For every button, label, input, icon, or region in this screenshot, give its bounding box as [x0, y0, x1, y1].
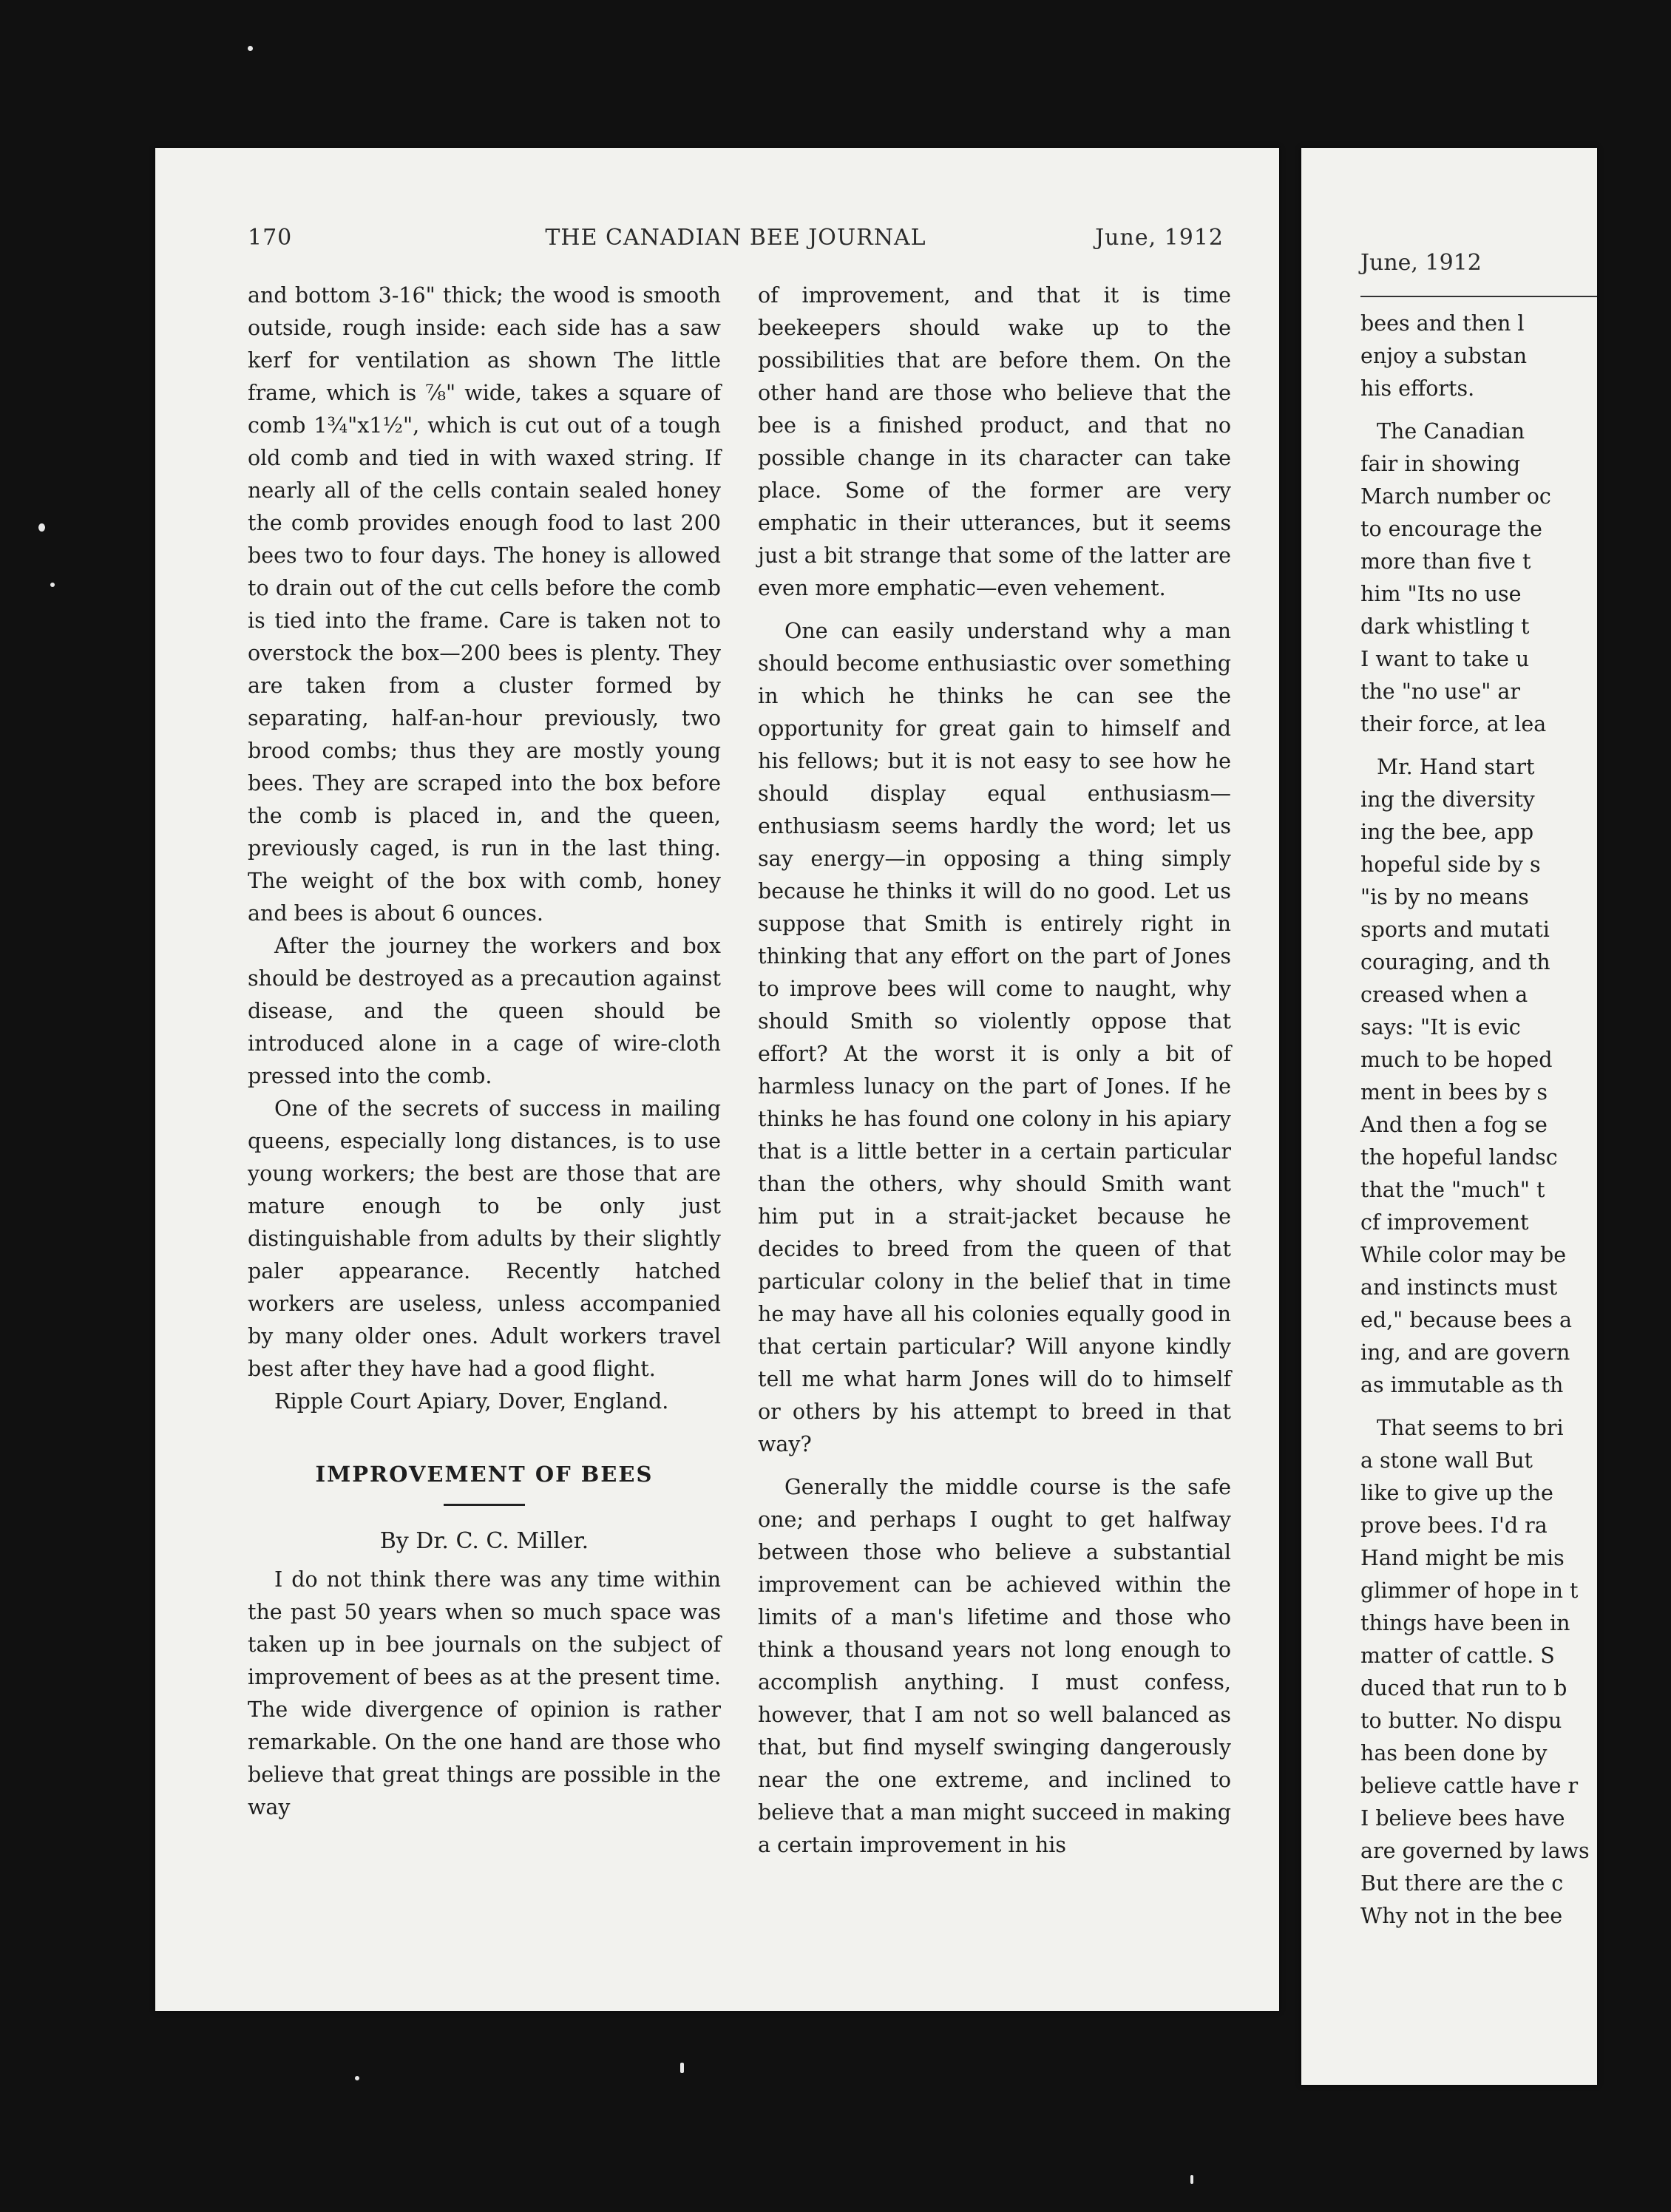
paragraph: I do not think there was any time within the past 50 years when so much space was taken up in bee journals on the subject of improvement of bees as at the present time. The wide divergence of opinion is rather remarkable. On the one hand are those who believe that great things are possible in the way: [248, 1567, 721, 1819]
facing-page-line: The Canadian: [1377, 419, 1525, 444]
paragraph: Generally the middle course is the safe one; and perhaps I ought to get halfway between those who believe a substantial improvement can be achieved within the limits of a man's lifetime and those who think a thousand years not long enough to accomplish anything. I must confess, however, that I am not so well balanced as that, but find myself swinging dangerously near the one extreme, and inclined to believe that a man might succeed in making a certain improvement in his: [758, 1475, 1231, 1857]
facing-page-line: March number oc: [1360, 484, 1551, 509]
facing-page-line: as immutable as th: [1360, 1373, 1564, 1397]
facing-page-line: ing the bee, app: [1360, 820, 1534, 844]
facing-page-line: creased when a: [1360, 983, 1528, 1007]
facing-page-line: has been done by: [1360, 1741, 1548, 1765]
facing-page-line: ed," because bees a: [1360, 1308, 1572, 1332]
facing-page-date: June, 1912: [1360, 250, 1482, 276]
paragraph: After the journey the workers and box should be destroyed as a precaution against disease, and the queen should be introduced alone in a cage of wire-cloth pressed into the comb.: [248, 934, 721, 1088]
facing-page-line: and instincts must: [1360, 1275, 1558, 1300]
facing-page-column: [1360, 308, 1671, 1933]
facing-page-line: to encourage the: [1360, 517, 1542, 541]
facing-page-line: Why not in the bee: [1360, 1904, 1563, 1928]
facing-page-line: And then a fog se: [1360, 1113, 1548, 1137]
facing-page-line: enjoy a substan: [1360, 344, 1528, 368]
facing-page-line: But there are the c: [1360, 1871, 1564, 1896]
facing-page-line: ment in bees by s: [1360, 1080, 1548, 1105]
dust-speck: [248, 46, 253, 51]
facing-page-line: Mr. Hand start: [1377, 755, 1535, 779]
facing-page-line: sports and mutati: [1360, 917, 1550, 942]
facing-page-line: cf improvement: [1360, 1210, 1529, 1235]
facing-page-line: are governed by laws: [1360, 1839, 1590, 1863]
facing-page-line: hopeful side by s: [1360, 852, 1541, 877]
facing-page-line: glimmer of hope in t: [1360, 1578, 1579, 1603]
facing-page-line: Hand might be mis: [1360, 1546, 1565, 1570]
facing-page: [1301, 148, 1597, 2085]
facing-page-line: matter of cattle. S: [1360, 1643, 1555, 1668]
header-rule: [1360, 296, 1597, 297]
paragraph: One can easily understand why a man should become enthusiastic over something in which he thinks he can see the opportunity for great gain to himself and his fellows; but it is not easy to see how he should display equal enthusiasm—enthusiasm seems hardly the word; let us say energy—in opposing a thing simply because he thinks it will do no good. Let us suppose that Smith is entirely right in thinking that any effort on the part of Jones to improve bees will come to naught, why should Smith so violently oppose that effort? At the worst it is only a bit of harmless lunacy on the part of Jones. If he thinks he has found one colony in his apiary that is a little better in a certain particular than the others, why should Smith want him put in a strait-jacket because he decides to breed from the queen of that particular colony in the belief that in time he may have all his colonies equally good in that certain particular? Will anyone kindly tell me what harm Jones will do to himself or others by his attempt to breed in that way?: [758, 619, 1231, 1456]
facing-page-line: prove bees. I'd ra: [1360, 1513, 1548, 1538]
facing-page-line: "is by no means: [1360, 885, 1529, 909]
facing-page-line: couraging, and th: [1360, 950, 1550, 974]
journal-title: THE CANADIAN BEE JOURNAL: [545, 225, 926, 251]
facing-page-line: duced that run to b: [1360, 1676, 1567, 1700]
facing-page-line: ing, and are govern: [1360, 1340, 1570, 1365]
facing-page-line: him "Its no use: [1360, 582, 1522, 606]
article-title: IMPROVEMENT OF BEES: [315, 1462, 654, 1487]
facing-page-line: That seems to bri: [1377, 1416, 1564, 1440]
byline: By Dr. C. C. Miller.: [379, 1528, 589, 1554]
issue-date: June, 1912: [1095, 225, 1224, 251]
facing-page-line: dark whistling t: [1360, 614, 1530, 639]
facing-page-line: I believe bees have: [1360, 1806, 1565, 1831]
facing-page-line: bees and then l: [1360, 311, 1525, 336]
facing-page-line: his efforts.: [1360, 376, 1475, 401]
facing-page-line: the "no use" ar: [1360, 679, 1521, 704]
facing-page-line: ing the diversity: [1360, 787, 1535, 812]
facing-page-line: things have been in: [1360, 1611, 1570, 1635]
journal-page: [155, 148, 1279, 2011]
facing-page-line: much to be hoped: [1360, 1048, 1553, 1072]
paragraph: One of the secrets of success in mailing queens, especially long distances, is to use young workers; the best are those that are mature enough to be only just distinguishable from adults by their slightly paler appearance. Recently hatched workers are useless, unless accompanied by many older ones. Adult workers travel best after they have had a good flight.: [248, 1096, 721, 1381]
left-column: [248, 279, 721, 1824]
facing-page-line: that the "much" t: [1360, 1178, 1545, 1202]
paragraph: and bottom 3-16" thick; the wood is smooth outside, rough inside: each side has a saw kerf for ventilation as shown The little frame, which is ⅞" wide, takes a square of comb 1¾"x1½", which is cut out of a tough old comb and tied in with waxed string. If nearly all of the cells contain sealed honey the comb provides enough food to last 200 bees two to four days. The honey is allowed to drain out of the cut cells before the comb is tied into the frame. Care is taken not to overstock the box—200 bees is plenty. They are taken from a cluster formed by separating, half-an-hour previously, two brood combs; thus they are mostly young bees. They are scraped into the box before the comb is placed in, and the queen, previously caged, is run in the last thing. The weight of the box with comb, honey and bees is about 6 ounces.: [248, 283, 721, 926]
facing-page-line: I want to take u: [1360, 647, 1530, 671]
dust-speck: [38, 523, 45, 532]
facing-page-line: their force, at lea: [1360, 712, 1547, 736]
dust-speck: [680, 2063, 684, 2073]
running-head: [248, 225, 1224, 260]
facing-page-line: While color may be: [1360, 1243, 1567, 1267]
title-rule: [444, 1504, 525, 1506]
facing-page-line: like to give up the: [1360, 1481, 1553, 1505]
paragraph: of improvement, and that it is time beekeepers should wake up to the possibilities that are before them. On the other hand are those who believe that the bee is a finished product, and that no possible change in its character can take place. Some of the former are very emphatic in their utterances, but it seems just a bit strange that some of the latter are even more emphatic—even vehement.: [758, 283, 1231, 600]
facing-page-line: says: "It is evic: [1360, 1015, 1521, 1039]
page-number: 170: [248, 225, 293, 251]
facing-page-line: a stone wall But: [1360, 1448, 1533, 1473]
facing-page-line: more than five t: [1360, 549, 1531, 574]
article-signature: Ripple Court Apiary, Dover, England.: [274, 1389, 669, 1414]
dust-speck: [50, 583, 55, 587]
facing-page-line: fair in showing: [1360, 452, 1521, 476]
facing-page-line: the hopeful landsc: [1360, 1145, 1558, 1170]
facing-page-line: believe cattle have r: [1360, 1774, 1579, 1798]
dust-speck: [1190, 2175, 1193, 2184]
facing-page-line: to butter. No dispu: [1360, 1709, 1562, 1733]
dust-speck: [355, 2076, 359, 2080]
right-column: [758, 279, 1231, 1862]
